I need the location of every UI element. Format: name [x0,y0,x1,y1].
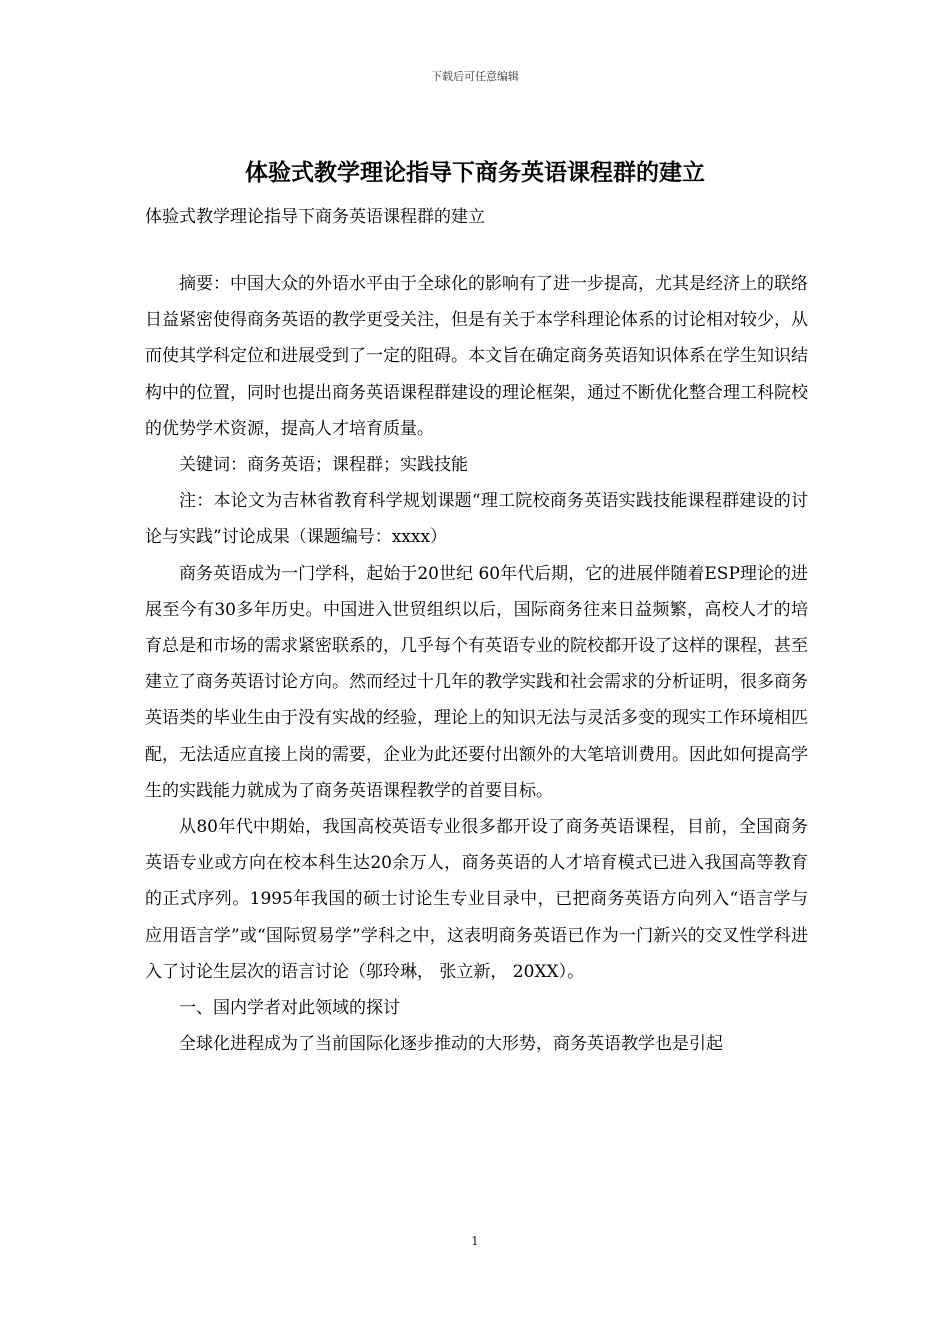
keywords-paragraph: 关键词：商务英语；课程群；实践技能 [179,455,468,476]
body-paragraph: 全球化进程成为了当前国际化逐步推动的大形势，商务英语教学也是引起 [179,1034,723,1055]
document-body [145,266,808,1062]
note-paragraph: 注：本论文为吉林省教育科学规划课题“理工院校商务英语实践技能课程群建设的讨论与实践”讨论成果（课题编号：xxxx） [145,491,808,548]
document-title: 体验式教学理论指导下商务英语课程群的建立 [245,159,705,186]
document-subtitle: 体验式教学理论指导下商务英语课程群的建立 [145,207,485,227]
body-paragraph: 商务英语成为一门学科，起始于20世纪 60年代后期，它的进展伴随着ESP理论的进展至今有30多年历史。中国进入世贸组织以后，国际商务往来日益频繁，高校人才的培育总是和市场的需求紧密联系的，几乎每个有英语专业的院校都开设了这样的课程，甚至建立了商务英语讨论方向。然而经过十几年的教学实践和社会需求的分析证明，很多商务英语类的毕业生由于没有实战的经验，理论上的知识无法与灵活多变的现实工作环境相匹配，无法适应直接上岗的需要，企业为此还要付出额外的大笔培训费用。因此如何提高学生的实践能力就成为了商务英语课程教学的首要目标。 [145,563,808,801]
page-number: 1 [471,1234,479,1248]
page-header-note: 下载后可任意编辑 [431,70,519,83]
body-paragraph: 从80年代中期始，我国高校英语专业很多都开设了商务英语课程，目前，全国商务英语专业或方向在校本科生达20余万人，商务英语的人才培育模式已进入我国高等教育的正式序列。1995年我国的硕士讨论生专业目录中，已把商务英语方向列入“语言学与应用语言学”或“国际贸易学”学科之中，这表明商务英语已作为一门新兴的交叉性学科进入了讨论生层次的语言讨论（邬玲琳， 张立新， 20XX）。 [145,817,808,982]
section-heading: 一、国内学者对此领域的探讨 [179,998,400,1019]
abstract-paragraph: 摘要：中国大众的外语水平由于全球化的影响有了进一步提高，尤其是经济上的联络日益紧密使得商务英语的教学更受关注，但是有关于本学科理论体系的讨论相对较少，从而使其学科定位和进展受到了一定的阻碍。本文旨在确定商务英语知识体系在学生知识结构中的位置，同时也提出商务英语课程群建设的理论框架，通过不断优化整合理工科院校的优势学术资源，提高人才培育质量。 [145,274,808,439]
